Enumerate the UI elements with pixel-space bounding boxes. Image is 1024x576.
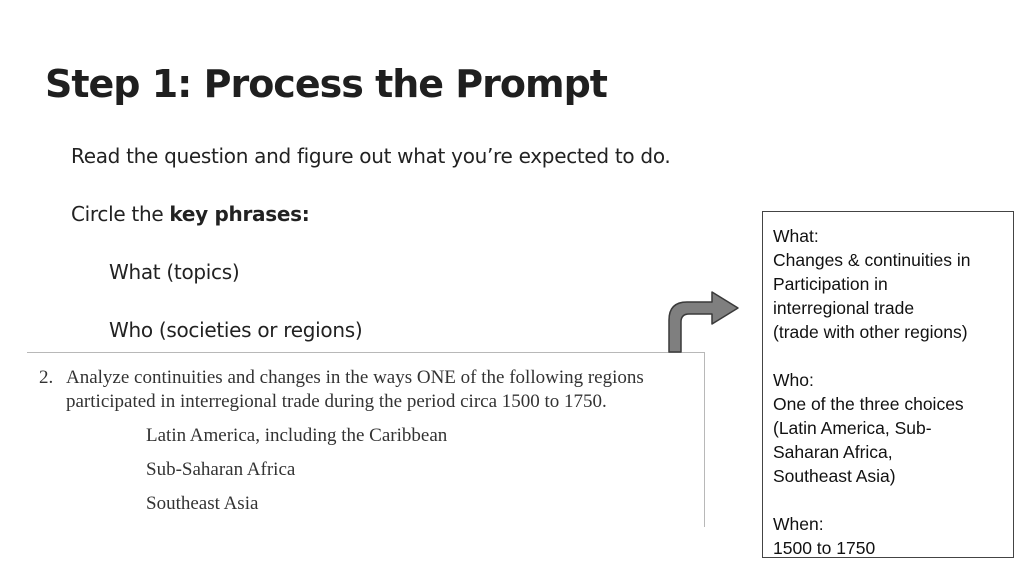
notes-what-line: Changes & continuities in — [773, 250, 971, 270]
notes-who-line: (Latin America, Sub- — [773, 418, 932, 438]
notes-who-heading: Who: — [773, 370, 814, 390]
instruction-circle — [71, 202, 309, 226]
instruction-read: Read the question and figure out what you’re expected to do. — [71, 144, 671, 168]
notes-what-line: Participation in — [773, 274, 888, 294]
sub-bullet-who: Who (societies or regions) — [109, 318, 363, 342]
notes-box — [762, 211, 1014, 558]
prompt-line-1: Analyze continuities and changes in the ways ONE of the following regions — [66, 367, 644, 388]
instruction-key-phrases: key phrases: — [169, 202, 310, 226]
notes-what-line: interregional trade — [773, 298, 915, 318]
instruction-circle-prefix: Circle the — [71, 202, 170, 226]
slide-title: Step 1: Process the Prompt — [45, 62, 607, 106]
sub-bullet-what: What (topics) — [109, 260, 240, 284]
notes-when-heading: When: — [773, 514, 824, 534]
notes-when-line: 1500 to 1750 — [773, 538, 876, 558]
prompt-region: Southeast Asia — [146, 493, 259, 514]
notes-who-line: Saharan Africa, — [773, 442, 893, 462]
prompt-excerpt — [27, 352, 705, 527]
notes-who-line: One of the three choices — [773, 394, 964, 414]
prompt-region: Latin America, including the Caribbean — [146, 425, 448, 446]
prompt-region: Sub-Saharan Africa — [146, 459, 296, 480]
bent-arrow-icon — [664, 288, 744, 354]
prompt-number: 2. — [39, 367, 54, 388]
prompt-line-2: participated in interregional trade during the period circa 1500 to 1750. — [66, 391, 607, 412]
notes-what-line: (trade with other regions) — [773, 322, 968, 342]
notes-what-heading: What: — [773, 226, 819, 246]
notes-who-line: Southeast Asia) — [773, 466, 896, 486]
